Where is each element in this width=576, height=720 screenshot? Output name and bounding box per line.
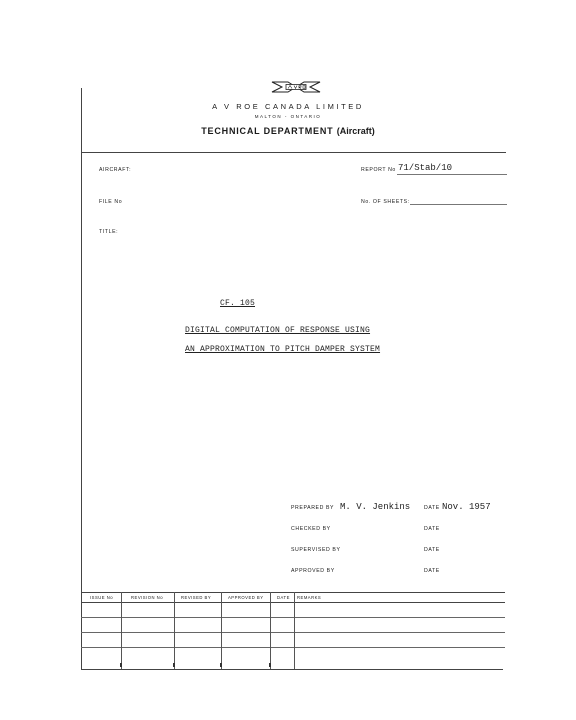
- revision-row-rule-1: [81, 617, 505, 618]
- report-no-label: REPORT No: [361, 167, 396, 173]
- prepared-by-value: M. V. Jenkins: [340, 502, 411, 512]
- revision-col-divider-4: [270, 592, 271, 669]
- report-no-value: 71/Stab/10: [398, 163, 453, 173]
- supervised-date-label: DATE: [424, 547, 440, 553]
- col-date: DATE: [277, 595, 290, 600]
- prepared-by-label: PREPARED BY: [291, 505, 335, 511]
- supervised-by-label: SUPERVISED BY: [291, 547, 341, 553]
- company-location: MALTON - ONTARIO: [254, 114, 322, 119]
- company-name: A V ROE CANADA LIMITED: [212, 102, 364, 111]
- revision-tick-2: [173, 663, 175, 667]
- revision-col-divider-3: [221, 592, 222, 669]
- col-issue-no: ISSUE No: [90, 595, 114, 600]
- sheets-label: No. OF SHEETS:: [361, 199, 410, 205]
- page-left-border: [81, 88, 82, 670]
- revision-col-divider-5: [294, 592, 295, 669]
- title-label: TITLE:: [99, 229, 119, 235]
- department-name: TECHNICAL DEPARTMENT: [201, 126, 334, 136]
- prepared-date-value: Nov. 1957: [442, 502, 491, 512]
- revision-tick-3: [220, 663, 222, 667]
- report-no-line: [397, 174, 507, 175]
- col-revised-by: REVISED BY: [181, 595, 212, 600]
- approved-date-label: DATE: [424, 568, 440, 574]
- header-rule: [81, 152, 506, 153]
- checked-date-label: DATE: [424, 526, 440, 532]
- revision-table-top-rule: [81, 592, 505, 593]
- checked-by-label: CHECKED BY: [291, 526, 331, 532]
- col-approved-by: APPROVED BY: [228, 595, 264, 600]
- title-line-1: DIGITAL COMPUTATION OF RESPONSE USING: [185, 326, 371, 335]
- approved-by-label: APPROVED BY: [291, 568, 335, 574]
- revision-tick-4: [269, 663, 271, 667]
- aircraft-code: CF. 105: [220, 299, 256, 308]
- col-remarks: REMARKS: [297, 595, 322, 600]
- revision-tick-1: [120, 663, 122, 667]
- revision-row-rule-3: [81, 647, 505, 648]
- revision-row-rule-2: [81, 632, 505, 633]
- avro-logo-icon: [270, 80, 322, 94]
- page-bottom-border: [81, 669, 503, 670]
- department-sub: (Aircraft): [336, 126, 375, 136]
- aircraft-label: AIRCRAFT:: [99, 167, 132, 173]
- department-title: [0, 126, 576, 136]
- sheets-line: [410, 204, 507, 205]
- revision-col-divider-1: [121, 592, 122, 669]
- file-no-label: FILE No: [99, 199, 123, 205]
- revision-header-rule: [81, 602, 505, 603]
- prepared-date-label: DATE: [424, 505, 440, 511]
- revision-col-divider-2: [174, 592, 175, 669]
- title-line-2: AN APPROXIMATION TO PITCH DAMPER SYSTEM: [185, 345, 381, 354]
- col-revision-no: REVISION No: [131, 595, 164, 600]
